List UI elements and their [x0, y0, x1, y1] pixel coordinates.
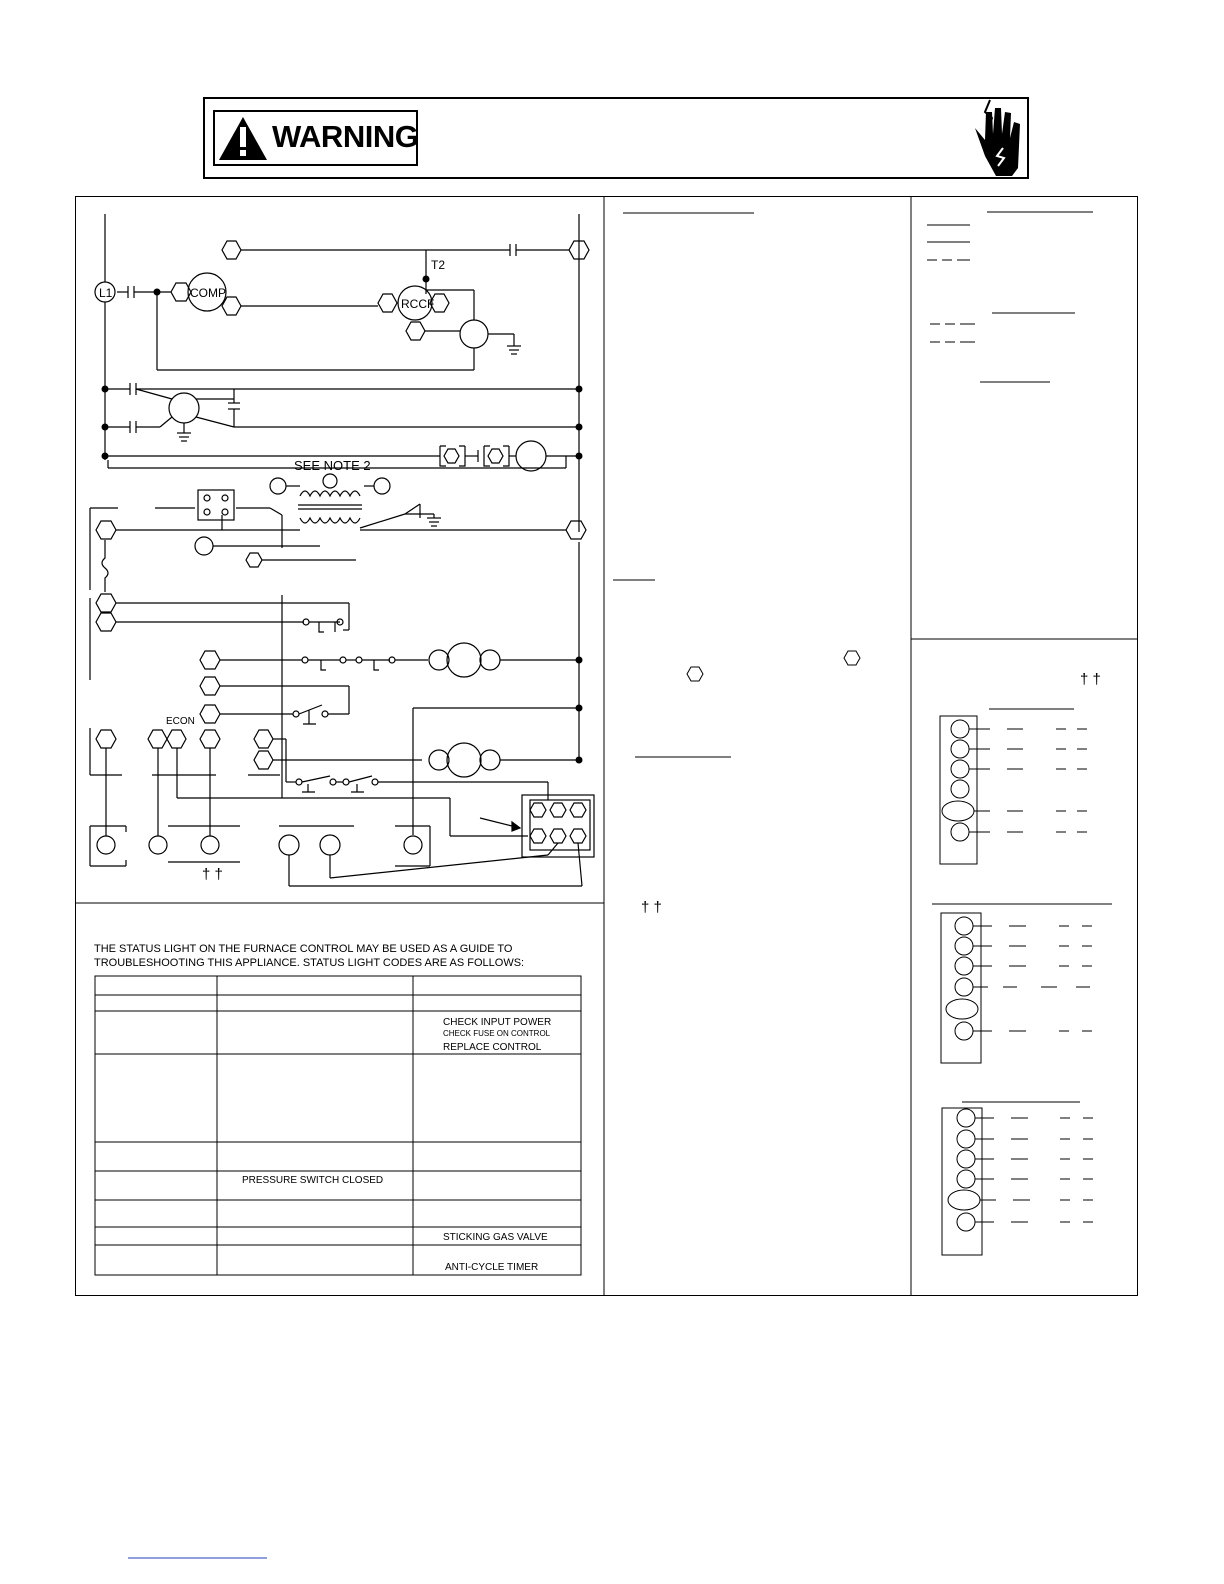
- warning-triangle-icon: [219, 117, 267, 160]
- wiring-schematic: [90, 214, 594, 886]
- schematic-dagger-mark: † †: [202, 866, 223, 883]
- electric-shock-hand-icon: [975, 100, 1020, 176]
- l1-label: L1: [99, 286, 113, 300]
- table-cell-sticking-gas-valve: STICKING GAS VALVE: [443, 1232, 548, 1243]
- comp-label: COMP: [190, 286, 226, 300]
- table-cell-check-input-power: CHECK INPUT POWER: [443, 1017, 552, 1028]
- t2-label: T2: [431, 258, 446, 272]
- table-cell-check-fuse: CHECK FUSE ON CONTROL: [443, 1029, 551, 1038]
- table-cell-replace-control: REPLACE CONTROL: [443, 1042, 542, 1053]
- rccf-label: RCCF: [401, 297, 435, 311]
- legend-column: [927, 212, 1112, 1255]
- legend-dagger-mark: † †: [1080, 671, 1101, 688]
- status-intro-line1: THE STATUS LIGHT ON THE FURNACE CONTROL MAY BE USED AS A GUIDE TO: [94, 943, 513, 955]
- see-note-label: SEE NOTE 2: [294, 458, 371, 473]
- table-cell-anti-cycle-timer: ANTI-CYCLE TIMER: [445, 1262, 539, 1273]
- econ-label: ECON: [166, 716, 195, 727]
- status-intro-line2: TROUBLESHOOTING THIS APPLIANCE. STATUS LIGHT CODES ARE AS FOLLOWS:: [94, 957, 525, 969]
- table-cell-pressure-switch-closed: PRESSURE SWITCH CLOSED: [242, 1175, 384, 1186]
- warning-label: WARNING: [272, 119, 419, 154]
- notes-dagger-mark: † †: [641, 899, 662, 916]
- junction-dots: [102, 276, 583, 764]
- notes-column: [613, 213, 860, 757]
